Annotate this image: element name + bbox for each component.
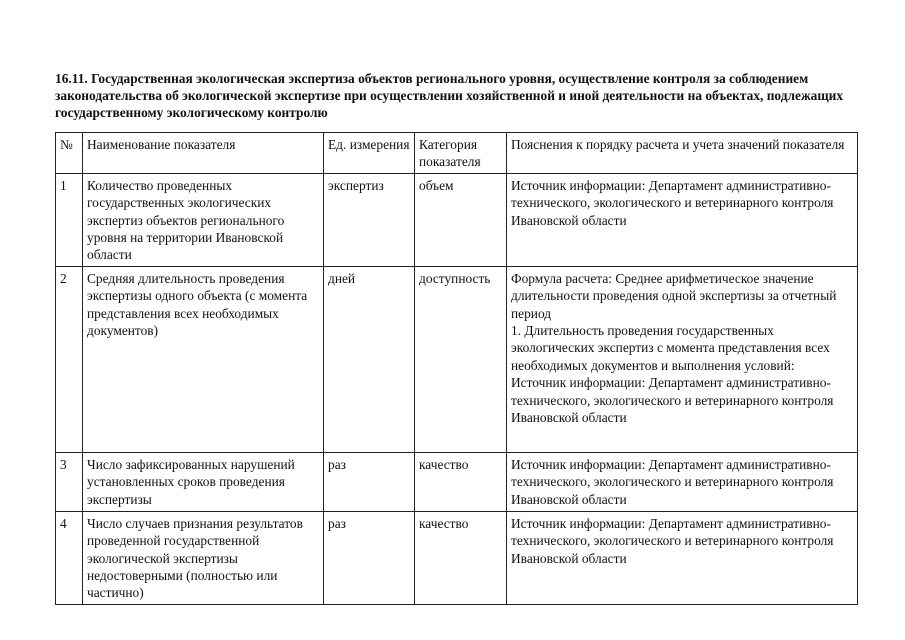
explanation-paragraph: Формула расчета: Среднее арифметическое значение длительности проведения одной экспертизы за отчетный период xyxy=(511,270,837,321)
explanation-paragraph: Источник информации: Департамент административно-технического, экологического и ветеринарного контроля Ивановской области xyxy=(511,456,834,507)
row-number: 2 xyxy=(56,266,83,452)
header-unit: Ед. измерения xyxy=(324,133,415,174)
row-name: Число зафиксированных нарушений установленных сроков проведения экспертизы xyxy=(83,452,324,511)
table-row xyxy=(56,511,858,604)
row-explanation xyxy=(507,266,858,452)
table-row xyxy=(56,452,858,511)
row-unit: экспертиз xyxy=(324,173,415,266)
row-number: 3 xyxy=(56,452,83,511)
explanation-paragraph: Источник информации: Департамент административно-технического, экологического и ветеринарного контроля Ивановской области xyxy=(511,515,834,566)
row-category: доступность xyxy=(415,266,507,452)
section-heading: 16.11. Государственная экологическая экспертиза объектов регионального уровня, осуществление контроля за соблюдением законодательства об экологической экспертизе при осуществлении хозяйственной и иной деятельности на объектах, подлежащих государственному экологическому контролю xyxy=(55,71,844,120)
table-row xyxy=(56,173,858,266)
header-name: Наименование показателя xyxy=(83,133,324,174)
row-unit: раз xyxy=(324,452,415,511)
indicators-table xyxy=(55,132,858,605)
explanation-paragraph: Источник информации: Департамент административно-технического, экологического и ветеринарного контроля Ивановской области xyxy=(511,375,834,426)
header-category: Категория показателя xyxy=(415,133,507,174)
header-number: № xyxy=(56,133,83,174)
row-name: Количество проведенных государственных экологических экспертиз объектов регионального уровня на территории Ивановской области xyxy=(83,173,324,266)
row-number: 4 xyxy=(56,511,83,604)
row-unit: дней xyxy=(324,266,415,452)
row-category: качество xyxy=(415,452,507,511)
row-explanation xyxy=(507,173,858,266)
row-name: Средняя длительность проведения экспертизы одного объекта (с момента представления всех необходимых документов) xyxy=(83,266,324,452)
row-name: Число случаев признания результатов проведенной государственной экологической экспертизы недостоверными (полностью или частично) xyxy=(83,511,324,604)
row-category: объем xyxy=(415,173,507,266)
explanation-paragraph: 1. Длительность проведения государственных экологических экспертиз с момента представления всех необходимых документов и выполнения условий: xyxy=(511,323,830,373)
row-explanation xyxy=(507,511,858,604)
row-explanation xyxy=(507,452,858,511)
explanation-paragraph: Источник информации: Департамент административно-технического, экологического и ветеринарного контроля Ивановской области xyxy=(511,177,834,228)
table-row xyxy=(56,266,858,452)
table-header-row xyxy=(56,133,858,174)
row-unit: раз xyxy=(324,511,415,604)
row-number: 1 xyxy=(56,173,83,266)
row-category: качество xyxy=(415,511,507,604)
header-explanation: Пояснения к порядку расчета и учета значений показателя xyxy=(507,133,858,174)
